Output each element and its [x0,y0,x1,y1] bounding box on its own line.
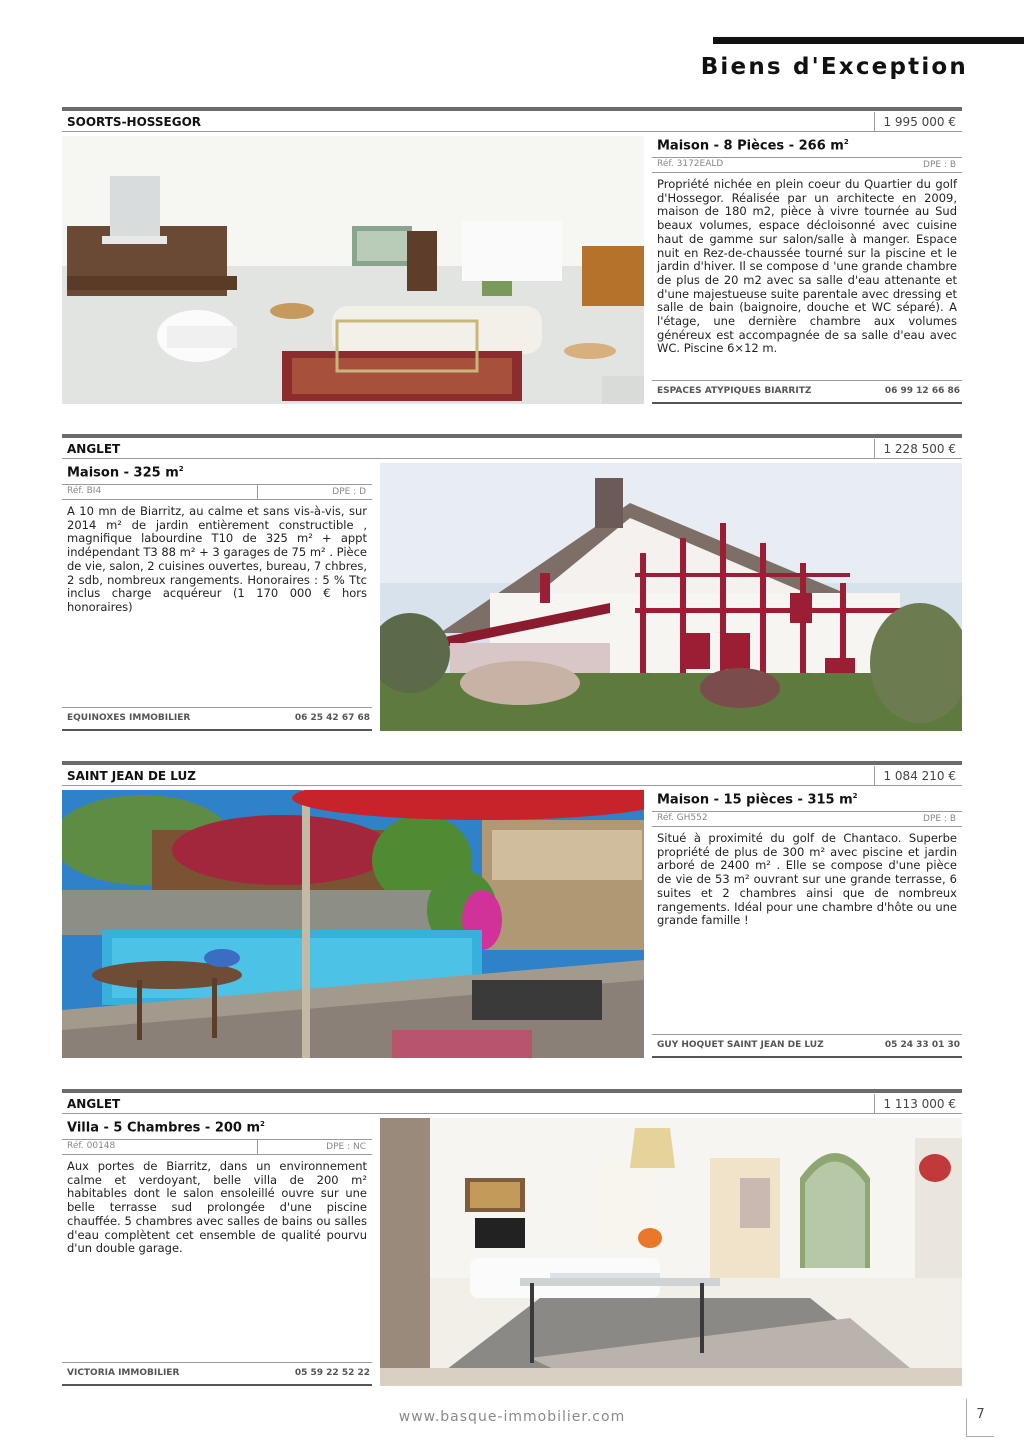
property-ref: Réf. 00148 [67,1141,116,1151]
listing-card [62,761,962,1059]
property-dpe: DPE : D [332,487,366,497]
listing-card [62,107,962,405]
divider [874,766,875,786]
listing-card [62,1089,962,1387]
agency-phone[interactable]: 05 24 33 01 30 [884,1040,960,1050]
divider [62,499,372,500]
divider [62,1362,372,1363]
divider [652,380,962,381]
agency-phone[interactable]: 05 59 22 52 22 [294,1368,370,1378]
divider [62,729,372,731]
listing-price: 1 084 210 € [883,769,956,783]
divider [62,1384,372,1386]
divider [62,131,962,132]
property-dpe: DPE : B [923,814,956,824]
divider [874,439,875,459]
divider [874,112,875,132]
property-type: Maison - 325 $m^2$ [67,465,184,481]
property-ref: Réf. GH552 [657,813,708,823]
divider [652,811,962,812]
listing-info [652,790,962,1058]
page-number: 7 [966,1399,994,1437]
divider [257,485,258,499]
property-photo[interactable] [380,1118,962,1386]
property-type: Maison - 15 pièces - 315 $m^2$ [657,792,858,808]
divider [257,1140,258,1154]
property-photo[interactable] [62,136,644,404]
footer-url[interactable]: www.basque-immobilier.com [398,1409,626,1425]
divider [652,1056,962,1058]
listing-price: 1 113 000 € [883,1097,956,1111]
divider [62,1113,962,1114]
divider [62,434,962,438]
divider [874,1094,875,1114]
agency-phone[interactable]: 06 25 42 67 68 [294,713,370,723]
listing-price: 1 995 000 € [883,115,956,129]
property-description: Aux portes de Biarritz, dans un environnement calme et verdoyant, belle villa de 200 m² habitables dont le salon ensoleillé ouvre sur une belle terrasse sud prolongée d'une piscine chauffée. 5 chambres avec salles de bains ou salles d'eau complètent cet ensemble de qualité pourvu d'un double garage. [67,1159,367,1256]
listing-info [652,136,962,404]
property-photo[interactable] [62,790,644,1058]
divider [62,1154,372,1155]
divider [62,761,962,765]
listing-info [62,463,372,731]
divider [652,157,962,158]
agency-name: ESPACES ATYPIQUES BIARRITZ [657,386,812,396]
header-bar [713,37,1024,44]
divider [62,785,962,786]
divider [62,1139,372,1140]
agency-name: GUY HOQUET SAINT JEAN DE LUZ [657,1040,824,1050]
listing-info [62,1118,372,1386]
property-photo[interactable] [380,463,962,731]
divider [62,707,372,708]
property-ref: Réf. BI4 [67,486,102,496]
property-type: Maison - 8 Pièces - 266 $m^2$ [657,138,849,154]
property-ref: Réf. 3172EALD [657,159,724,169]
listing-location: ANGLET [67,1097,121,1111]
listing-location: SAINT JEAN DE LUZ [67,769,196,783]
divider [62,1089,962,1093]
section-title: Biens d'Exception [700,54,968,80]
listing-card [62,434,962,732]
listing-price: 1 228 500 € [883,442,956,456]
divider [652,826,962,827]
property-dpe: DPE : NC [326,1142,366,1152]
divider [652,402,962,404]
divider [652,1034,962,1035]
listing-location: SOORTS-HOSSEGOR [67,115,202,129]
property-description: A 10 mn de Biarritz, au calme et sans vis-à-vis, sur 2014 m² de jardin entièrement constructible , magnifique labourdine T10 de 325 m² + appt indépendant T3 88 m² + 3 garages de 75 m² . Pièce de vie, salon, 2 cuisines ouvertes, bureau, 7 chbres, 2 sdb, nombreux rangements. Honoraires : 5 % Ttc inclus charge acquéreur (1 170 000 € hors honoraires) [67,504,367,614]
divider [652,172,962,173]
listing-location: ANGLET [67,442,121,456]
agency-name: EQUINOXES IMMOBILIER [67,713,191,723]
agency-phone[interactable]: 06 99 12 66 86 [884,386,960,396]
property-description: Propriété nichée en plein coeur du Quartier du golf d'Hossegor. Réalisée par un architecte en 2009, maison de 180 m2, pièce à vivre tournée au Sud beaux volumes, espace décloisonné avec cuisine haut de gamme sur salon/salle à manger. Espace nuit en Rez-de-chaussée tourné sur la piscine et le jardin d'hiver. Il se compose d 'une grande chambre de plus de 20 m2 avec sa salle d'eau attenante et d'une majestueuse suite parentale avec dressing et salle de bain (baignoire, douche et WC séparé). A l'étage, une dernière chambre aux volumes généreux est accompagnée de sa salle d'eau avec WC. Piscine 6×12 m. [657,177,957,356]
property-description: Situé à proximité du golf de Chantaco. Superbe propriété de plus de 300 m² avec piscine et jardin arboré de 2400 m² . Elle se compose d'une pièce de vie de 53 m² ouvrant sur une grande terrasse, 6 suites et 2 chambres ainsi que de nombreux rangements. Idéal pour une chambre d'hôte ou une grande famille ! [657,831,957,928]
divider [62,107,962,111]
divider [62,484,372,485]
property-type: Villa - 5 Chambres - 200 $m^2$ [67,1120,265,1136]
agency-name: VICTORIA IMMOBILIER [67,1368,180,1378]
property-dpe: DPE : B [923,160,956,170]
divider [62,458,962,459]
